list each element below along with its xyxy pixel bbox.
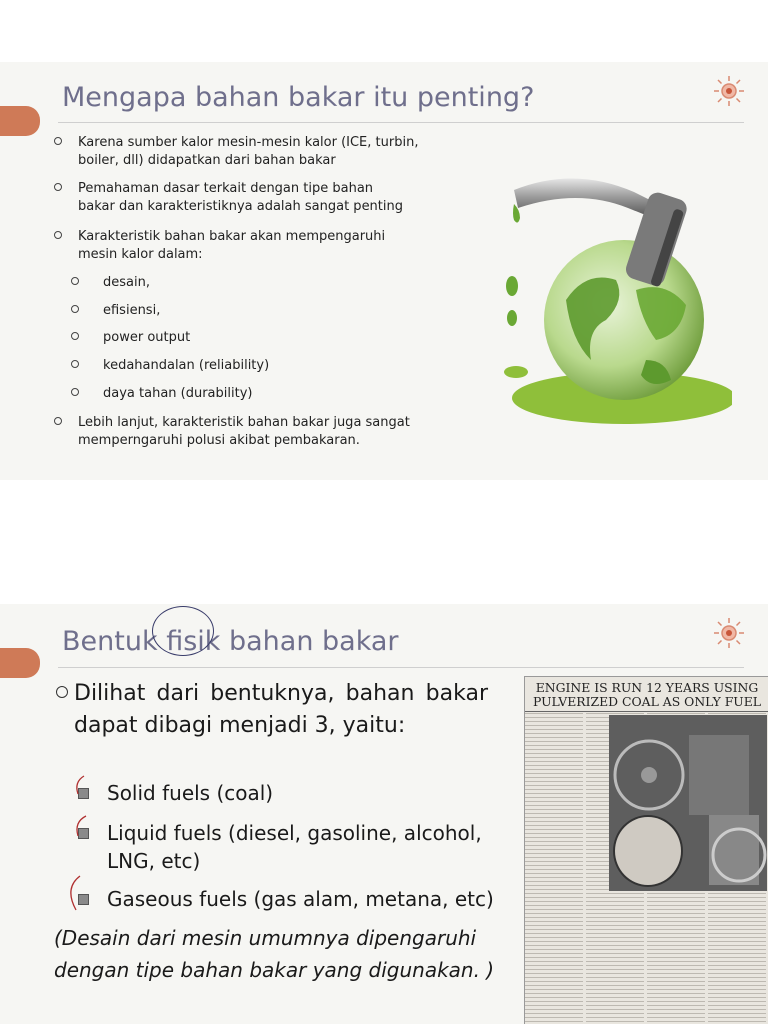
sub-list-item: daya tahan (durability) [87,385,252,403]
intro-text: Dilihat dari bentuknya, bahan bakar dapat dibagi menjadi 3, yaitu: [74,681,488,738]
bullet-marker-icon [54,417,62,425]
bullet-marker-icon [71,360,79,368]
list-item: Karena sumber kalor mesin-mesin kalor (ICE, turbin, boiler, dll) didapatkan dari bahan bakar [62,134,418,170]
fuel-item-solid: Solid fuels (coal) [107,781,274,805]
bullet-marker-icon [71,277,79,285]
fuel-item-liquid-cont: LNG, etc) [107,849,201,873]
fuel-item-liquid: Liquid fuels (diesel, gasoline, alcohol, [107,821,482,845]
bullet-marker-icon [56,686,68,698]
sun-logo-icon [712,616,746,650]
slide-1 [0,62,768,480]
bullet-marker-icon [54,231,62,239]
list-item: Pemahaman dasar terkait dengan tipe bahan bakar dan karakteristiknya adalah sangat penting [62,180,403,216]
newspaper-clipping [524,676,768,1024]
bullet-marker-icon [71,332,79,340]
bullet-marker-icon [54,183,62,191]
sub-list-item: desain, [87,274,150,292]
list-item: Lebih lanjut, karakteristik bahan bakar juga sangat memperngaruhi polusi akibat pembakaran. [62,414,410,450]
bullet-marker-icon [54,137,62,145]
sub-list-item: kedahandalan (reliability) [87,357,269,375]
bullet-marker-icon [71,305,79,313]
newspaper-headline: ENGINE IS RUN 12 YEARS USING PULVERIZED COAL AS ONLY FUEL [525,677,768,712]
slide-title: Mengapa bahan bakar itu penting? [62,82,535,113]
title-accent-tab [0,106,40,136]
hand-drawn-circle [152,606,214,656]
list-item: Karakteristik bahan bakar akan mempengaruhi mesin kalor dalam: [62,228,385,264]
circled-word: fisik [166,626,221,657]
sun-logo-icon [712,74,746,108]
sub-list-item: power output [87,329,190,347]
note-text: (Desain dari mesin umumnya dipengaruhi dengan tipe bahan bakar yang digunakan. ) [54,926,495,982]
bullet-marker-icon [71,388,79,396]
title-divider [58,667,744,668]
slide-2 [0,604,768,1024]
fuel-item-gaseous: Gaseous fuels (gas alam, metana, etc) [107,887,494,911]
title-divider [58,122,744,123]
sub-list-item: efisiensi, [87,302,160,320]
slide-title: Bentuk fisik bahan bakar [62,626,399,657]
portrait-photo [613,815,683,887]
title-accent-tab [0,648,40,678]
hand-drawn-marks [66,772,96,922]
fuel-nozzle-globe-icon [496,170,732,430]
